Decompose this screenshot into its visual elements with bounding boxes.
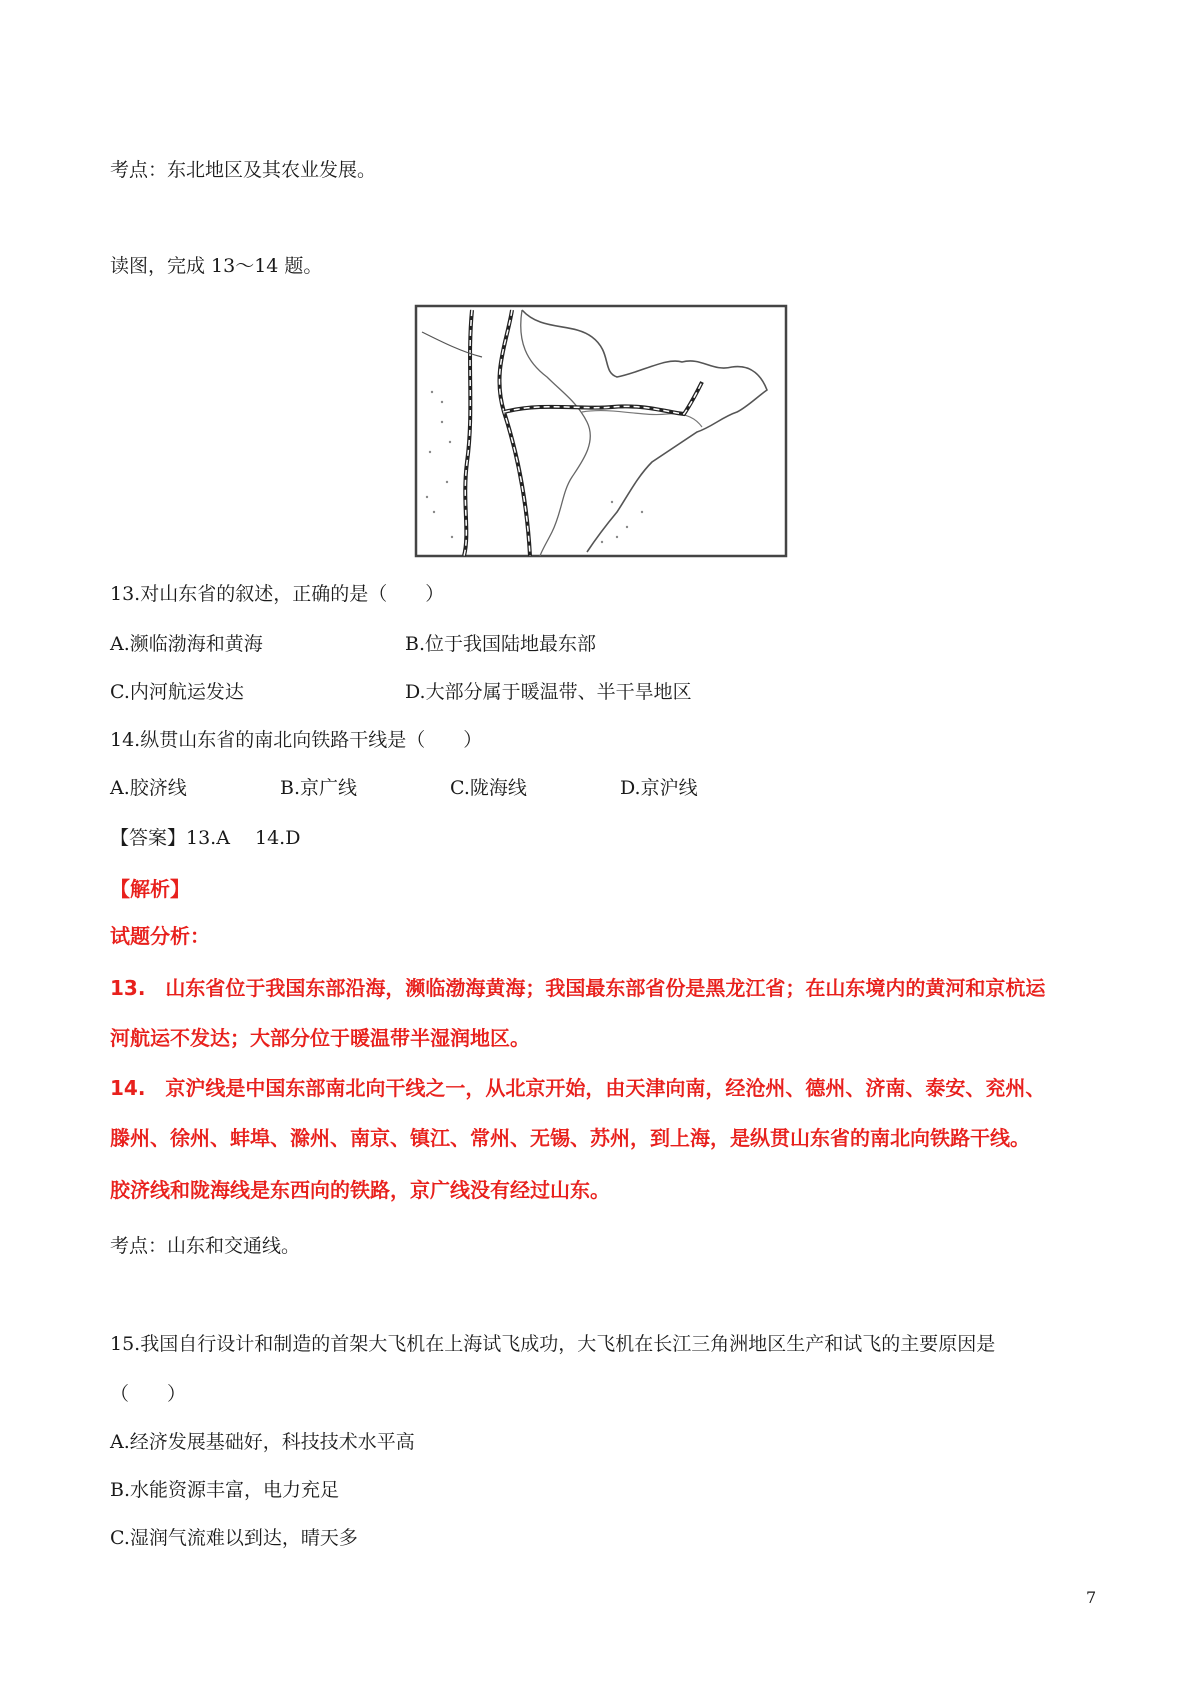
kaodian-1: 考点：东北地区及其农业发展。	[110, 159, 377, 181]
question-15-paren: （ ）	[110, 1383, 187, 1405]
q15-option-b: B.水能资源丰富，电力充足	[110, 1479, 340, 1501]
q14-option-b: B.京广线	[280, 777, 358, 799]
analysis-13-line-2: 河航运不发达；大部分位于暖温带半湿润地区。	[110, 1026, 530, 1050]
q14-option-c: C.陇海线	[450, 777, 527, 799]
question-15-stem: 15.我国自行设计和制造的首架大飞机在上海试飞成功，大飞机在长江三角洲地区生产和试飞的主要原因是	[110, 1333, 996, 1355]
q15-option-c: C.湿润气流难以到达，晴天多	[110, 1527, 358, 1549]
q14-option-a: A.胶济线	[110, 777, 187, 799]
page-number: 7	[1086, 1588, 1097, 1607]
kaodian-2: 考点：山东和交通线。	[110, 1235, 301, 1257]
analysis-14-line-1: 14. 京沪线是中国东部南北向干线之一，从北京开始，由天津向南，经沧州、德州、济南、泰安、兖州、	[110, 1076, 1046, 1100]
q13-option-c: C.内河航运发达	[110, 681, 244, 703]
analysis-13-line-1: 13. 山东省位于我国东部沿海，濒临渤海黄海；我国最东部省份是黑龙江省；在山东境内的黄河和京杭运	[110, 976, 1046, 1000]
q14-option-d: D.京沪线	[620, 777, 698, 799]
q15-option-a: A.经济发展基础好，科技技术水平高	[110, 1431, 415, 1453]
shandong-map-figure	[412, 302, 792, 562]
question-14-stem: 14.纵贯山东省的南北向铁路干线是（ ）	[110, 729, 483, 751]
q13-option-b: B.位于我国陆地最东部	[405, 633, 597, 655]
q13-option-a: A.濒临渤海和黄海	[110, 633, 263, 655]
answer-line: 【答案】13.A 14.D	[110, 827, 301, 849]
q13-option-d: D.大部分属于暖温带、半干旱地区	[405, 681, 692, 703]
analysis-14-line-2: 滕州、徐州、蚌埠、滁州、南京、镇江、常州、无锡、苏州，到上海，是纵贯山东省的南北向铁路干线。	[110, 1126, 1030, 1150]
analysis-heading: 【解析】	[110, 877, 190, 901]
intro-text: 读图，完成 13～14 题。	[110, 255, 323, 277]
analysis-subheading: 试题分析：	[110, 924, 210, 948]
question-13-stem: 13.对山东省的叙述，正确的是（ ）	[110, 583, 445, 605]
analysis-14-line-3: 胶济线和陇海线是东西向的铁路，京广线没有经过山东。	[110, 1178, 610, 1202]
